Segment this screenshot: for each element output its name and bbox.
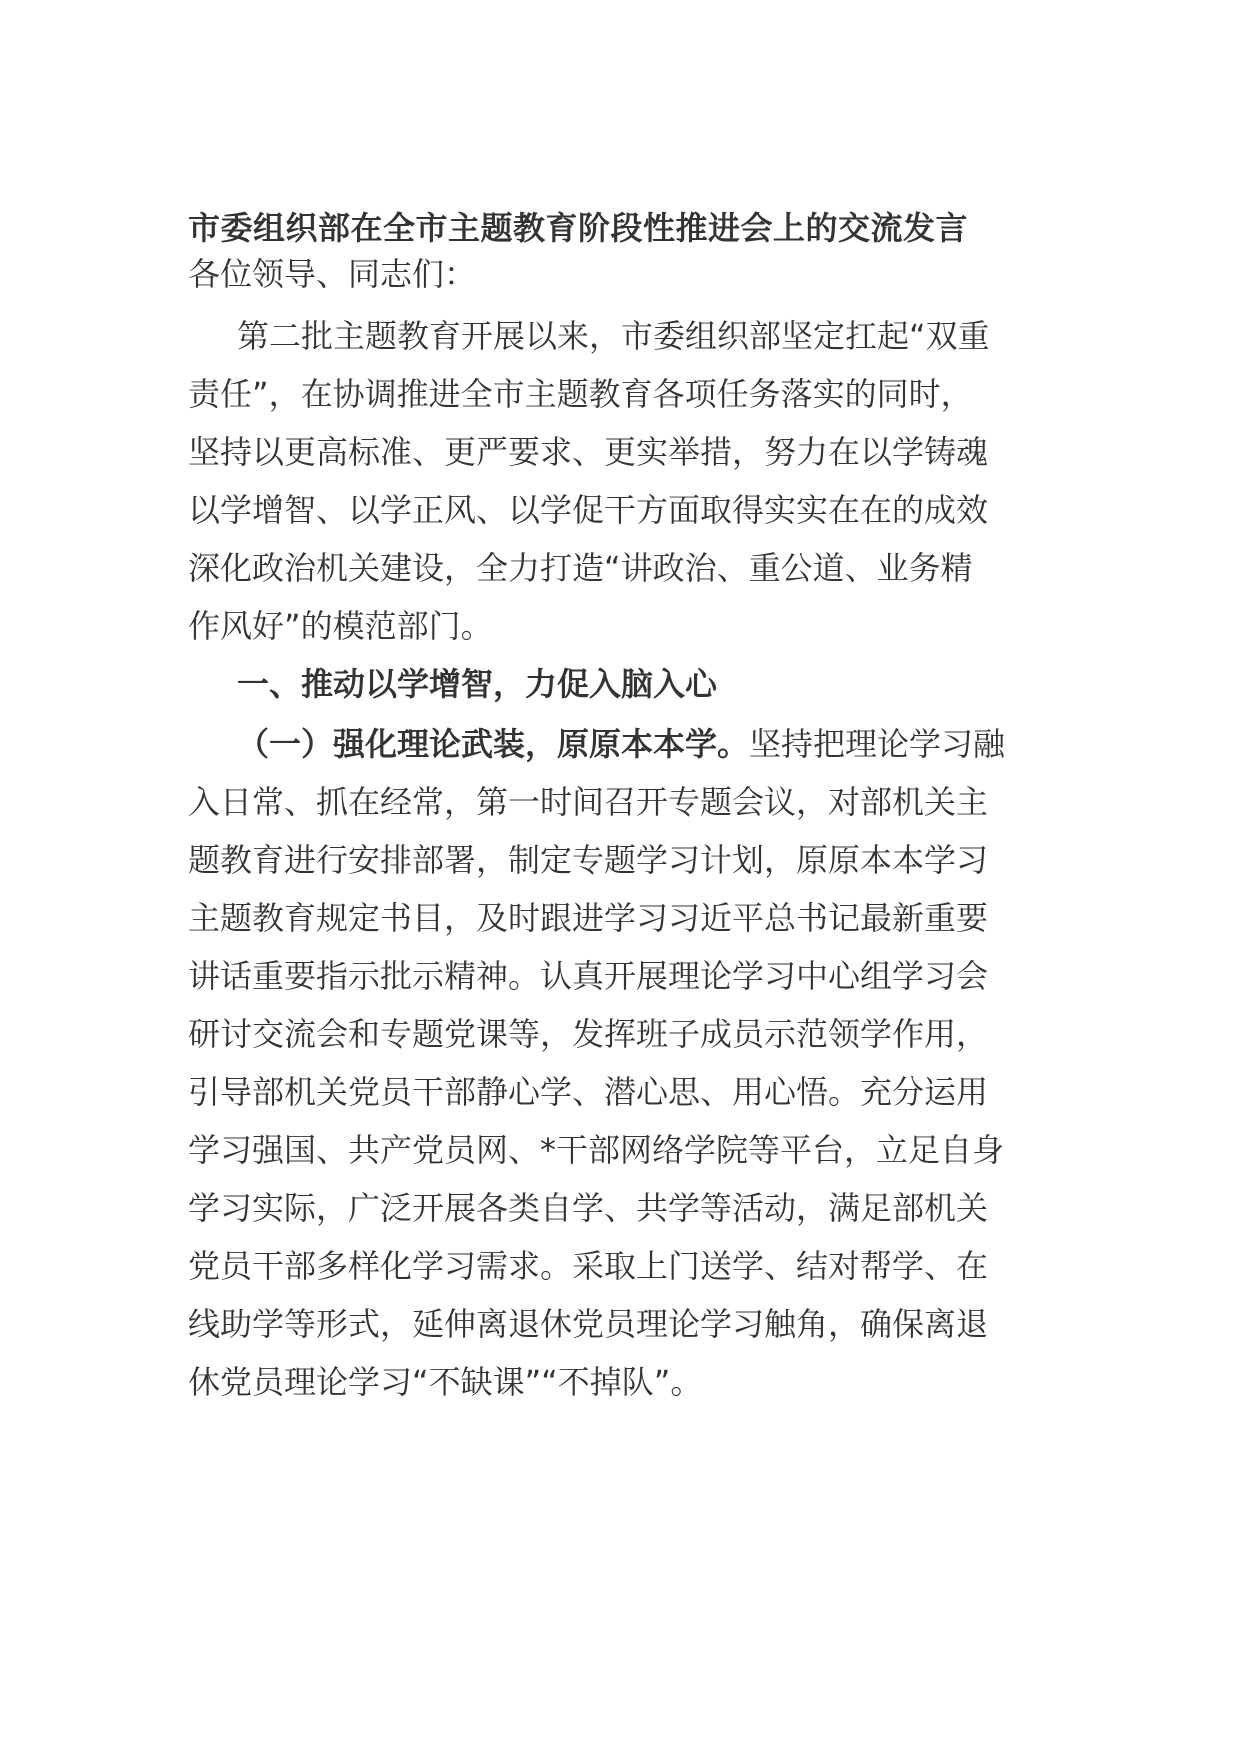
section-heading: 一、推动以学增智，力促入脑入心 [237, 665, 718, 703]
body-line: 学习强国、共产党员网、*干部网络学院等平台，立足自身 [188, 1131, 1005, 1169]
body-line: 学习实际，广泛开展各类自学、共学等活动，满足部机关 [188, 1189, 989, 1227]
body-line: 题教育进行安排部署，制定专题学习计划，原原本本学习 [188, 841, 989, 879]
salutation: 各位领导、同志们： [188, 255, 477, 293]
intro-line: 第二批主题教育开展以来，市委组织部坚定扛起“双重 [237, 317, 990, 355]
body-line: 引导部机关党员干部静心学、潜心思、用心悟。充分运用 [188, 1073, 989, 1111]
document-title: 市委组织部在全市主题教育阶段性推进会上的交流发言 [188, 209, 969, 247]
body-line: 讲话重要指示批示精神。认真开展理论学习中心组学习会 [188, 957, 989, 995]
subsection-heading: （一）强化理论武装，原原本本学。 [237, 725, 750, 763]
intro-line: 责任”，在协调推进全市主题教育各项任务落实的同时， [188, 375, 973, 413]
intro-line: 深化政治机关建设，全力打造“讲政治、重公道、业务精 [188, 549, 973, 587]
intro-line: 坚持以更高标准、更严要求、更实举措，努力在以学铸魂 [188, 433, 989, 471]
subsection-first-line [237, 722, 1005, 766]
body-line: 党员干部多样化学习需求。采取上门送学、结对帮学、在 [188, 1247, 989, 1285]
body-line: 研讨交流会和专题党课等，发挥班子成员示范领学作用， [188, 1015, 989, 1053]
body-line: 入日常、抓在经常，第一时间召开专题会议，对部机关主 [188, 783, 989, 821]
body-line: 休党员理论学习“不缺课”“不掉队”。 [188, 1363, 703, 1401]
subsection-first-line-text: 坚持把理论学习融 [749, 725, 1006, 763]
body-line: 线助学等形式，延伸离退休党员理论学习触角，确保离退 [188, 1305, 989, 1343]
intro-line: 作风好”的模范部门。 [188, 607, 493, 645]
body-line: 主题教育规定书目，及时跟进学习习近平总书记最新重要 [188, 899, 989, 937]
intro-line: 以学增智、以学正风、以学促干方面取得实实在在的成效 [188, 491, 989, 529]
